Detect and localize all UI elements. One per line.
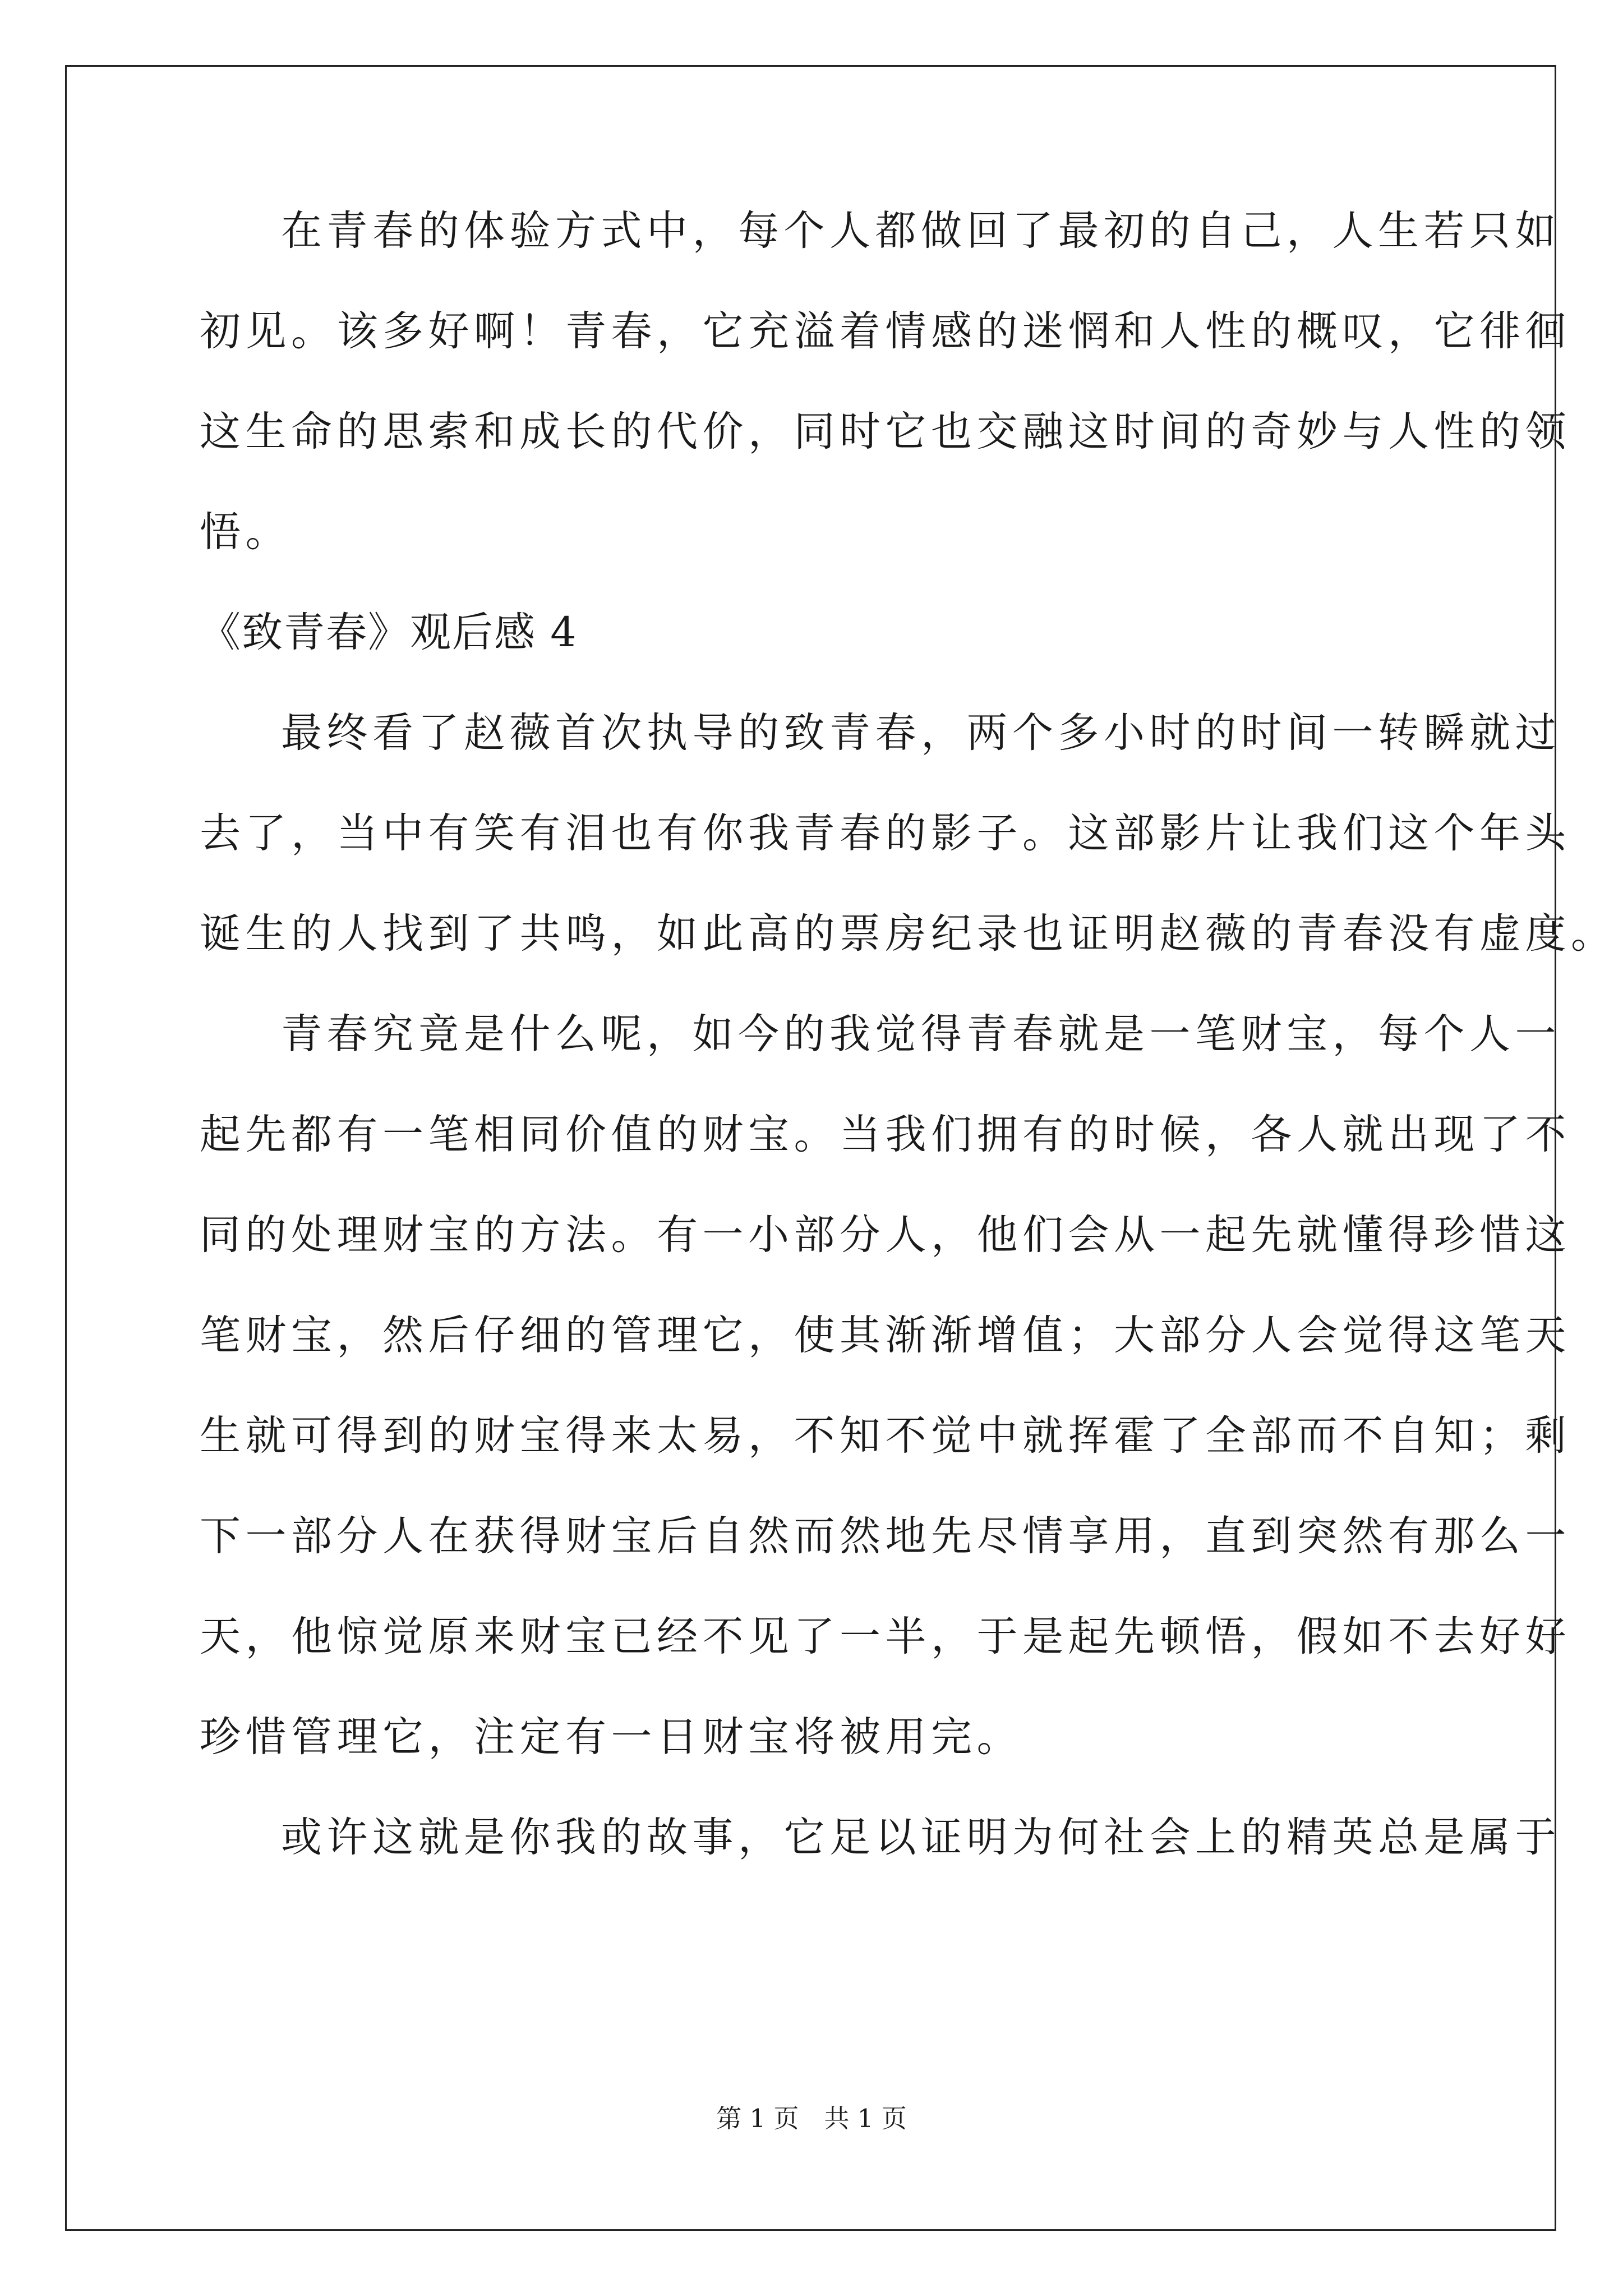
paragraph-line: 下一部分人在获得财宝后自然而然地先尽情享用，直到突然有那么一 [200,1512,1571,1560]
paragraph-line: 起先都有一笔相同价值的财宝。当我们拥有的时候，各人就出现了不 [200,1111,1571,1158]
paragraph-line: 去了，当中有笑有泪也有你我青春的影子。这部影片让我们这个年头 [200,809,1571,857]
section-heading: 《致青春》观后感 4 [200,609,578,656]
paragraph-line: 天，他惊觉原来财宝已经不见了一半，于是起先顿悟，假如不去好好 [200,1613,1571,1660]
paragraph-line: 或许这就是你我的故事，它足以证明为何社会上的精英总是属于 [281,1814,1561,1861]
paragraph-line: 初见。该多好啊！青春，它充溢着情感的迷惘和人性的概叹，它徘徊 [200,307,1571,355]
paragraph-line: 珍惜管理它，注定有一日财宝将被用完。 [200,1713,1022,1761]
page-footer: 第 1 页 共 1 页 [716,2104,907,2133]
paragraph-line: 青春究竟是什么呢，如今的我觉得青春就是一笔财宝，每个人一 [281,1010,1561,1058]
paragraph-line: 在青春的体验方式中，每个人都做回了最初的自己，人生若只如 [281,207,1561,255]
paragraph-line: 同的处理财宝的方法。有一小部分人，他们会从一起先就懂得珍惜这 [200,1211,1571,1259]
paragraph-line: 最终看了赵薇首次执导的致青春，两个多小时的时间一转瞬就过 [281,709,1561,757]
paragraph-line: 悟。 [200,508,291,556]
paragraph-line: 这生命的思索和成长的代价，同时它也交融这时间的奇妙与人性的领 [200,408,1571,455]
document-body [200,207,1617,1917]
paragraph-line: 笔财宝，然后仔细的管理它，使其渐渐增值；大部分人会觉得这笔天 [200,1312,1571,1359]
paragraph-line: 生就可得到的财宝得来太易，不知不觉中就挥霍了全部而不自知；剩 [200,1412,1571,1460]
paragraph-line: 诞生的人找到了共鸣，如此高的票房纪录也证明赵薇的青春没有虚度。 [200,910,1617,958]
